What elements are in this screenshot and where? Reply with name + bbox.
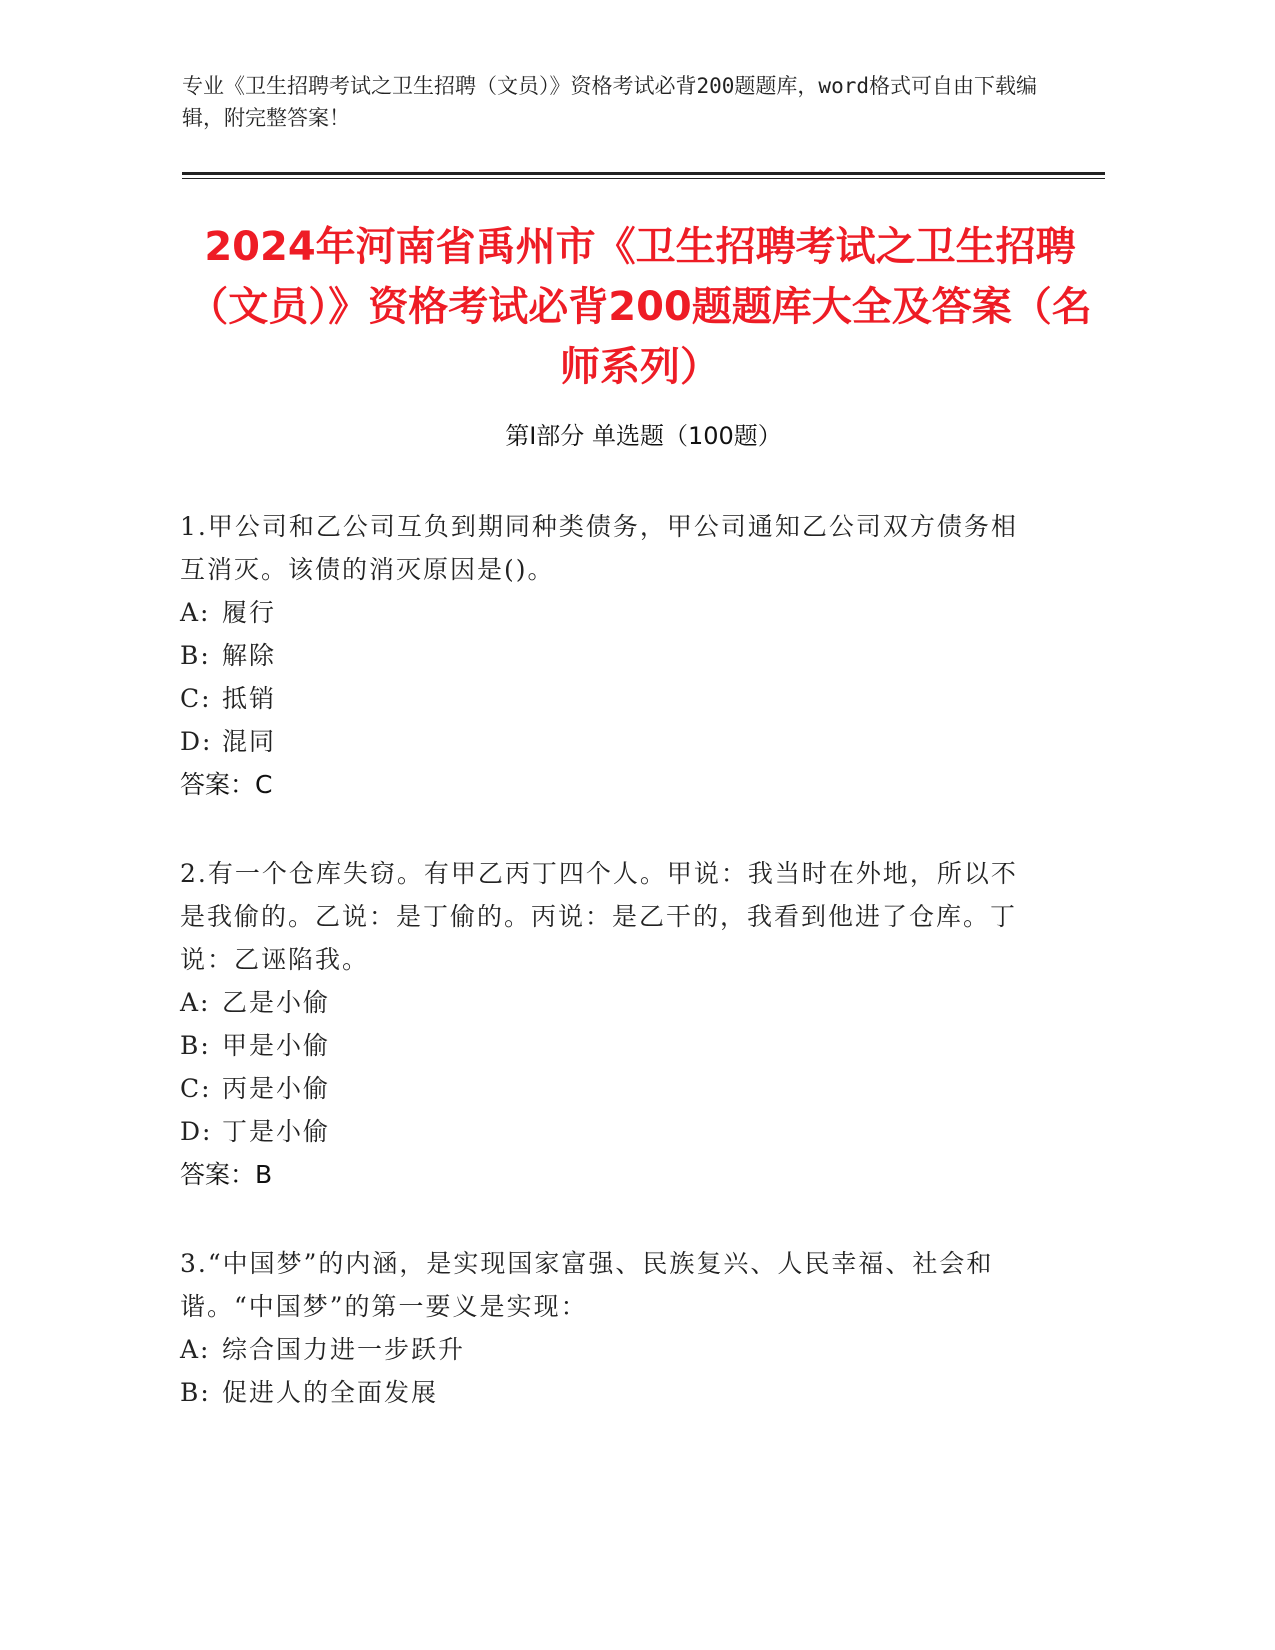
- question-stem: 1.甲公司和乙公司互负到期同种类债务，甲公司通知乙公司双方债务相互消灭。该债的消灭原因是()。: [180, 512, 1018, 584]
- option-key: A:: [180, 598, 211, 627]
- answer-line: 答案：C: [180, 770, 273, 799]
- option-text: 混同: [222, 727, 277, 756]
- option-key: A:: [180, 988, 211, 1017]
- option-key: B:: [180, 641, 211, 670]
- option-key: A:: [180, 1335, 211, 1364]
- header-divider-thin: [182, 178, 1105, 179]
- option-key: B:: [180, 1378, 211, 1407]
- question-stem: 3.“中国梦”的内涵，是实现国家富强、民族复兴、人民幸福、社会和谐。“中国梦”的第一要义是实现：: [180, 1249, 994, 1321]
- option-key: B:: [180, 1031, 211, 1060]
- option-text: 丙是小偷: [222, 1074, 331, 1103]
- question-stem: 2.有一个仓库失窃。有甲乙丙丁四个人。甲说：我当时在外地，所以不是我偷的。乙说：是丁偷的。丙说：是乙干的，我看到他进了仓库。丁说：乙诬陷我。: [180, 859, 1018, 974]
- option-text: 履行: [222, 598, 277, 627]
- option-key: D:: [180, 727, 213, 756]
- answer-line: 答案：B: [180, 1160, 273, 1189]
- option-text: 抵销: [222, 684, 277, 713]
- option-b: [180, 1371, 1040, 1414]
- option-b: [180, 634, 1040, 677]
- header-note: 专业《卫生招聘考试之卫生招聘（文员）》资格考试必背200题题库，word格式可自由下载编辑，附完整答案！: [182, 74, 1037, 130]
- question-3: [180, 1242, 1040, 1414]
- option-a: [180, 1328, 1040, 1371]
- option-text: 丁是小偷: [222, 1117, 331, 1146]
- option-c: [180, 1067, 1040, 1110]
- option-d: [180, 1110, 1040, 1153]
- option-a: [180, 591, 1040, 634]
- option-c: [180, 677, 1040, 720]
- option-key: C:: [180, 1074, 212, 1103]
- option-text: 促进人的全面发展: [222, 1378, 439, 1407]
- question-2: [180, 852, 1040, 1196]
- section-heading: 第Ⅰ部分 单选题（100题）: [505, 422, 782, 450]
- option-b: [180, 1024, 1040, 1067]
- option-d: [180, 720, 1040, 763]
- option-text: 解除: [222, 641, 277, 670]
- option-text: 甲是小偷: [222, 1031, 331, 1060]
- header-divider-thick: [182, 172, 1105, 175]
- question-1: [180, 505, 1040, 806]
- option-a: [180, 981, 1040, 1024]
- question-list: [180, 505, 1040, 1460]
- option-text: 乙是小偷: [222, 988, 331, 1017]
- option-key: D:: [180, 1117, 213, 1146]
- option-key: C:: [180, 684, 212, 713]
- option-text: 综合国力进一步跃升: [222, 1335, 466, 1364]
- document-title: 2024年河南省禹州市《卫生招聘考试之卫生招聘（文员）》资格考试必背200题题库大全及答案（名师系列）: [188, 224, 1092, 390]
